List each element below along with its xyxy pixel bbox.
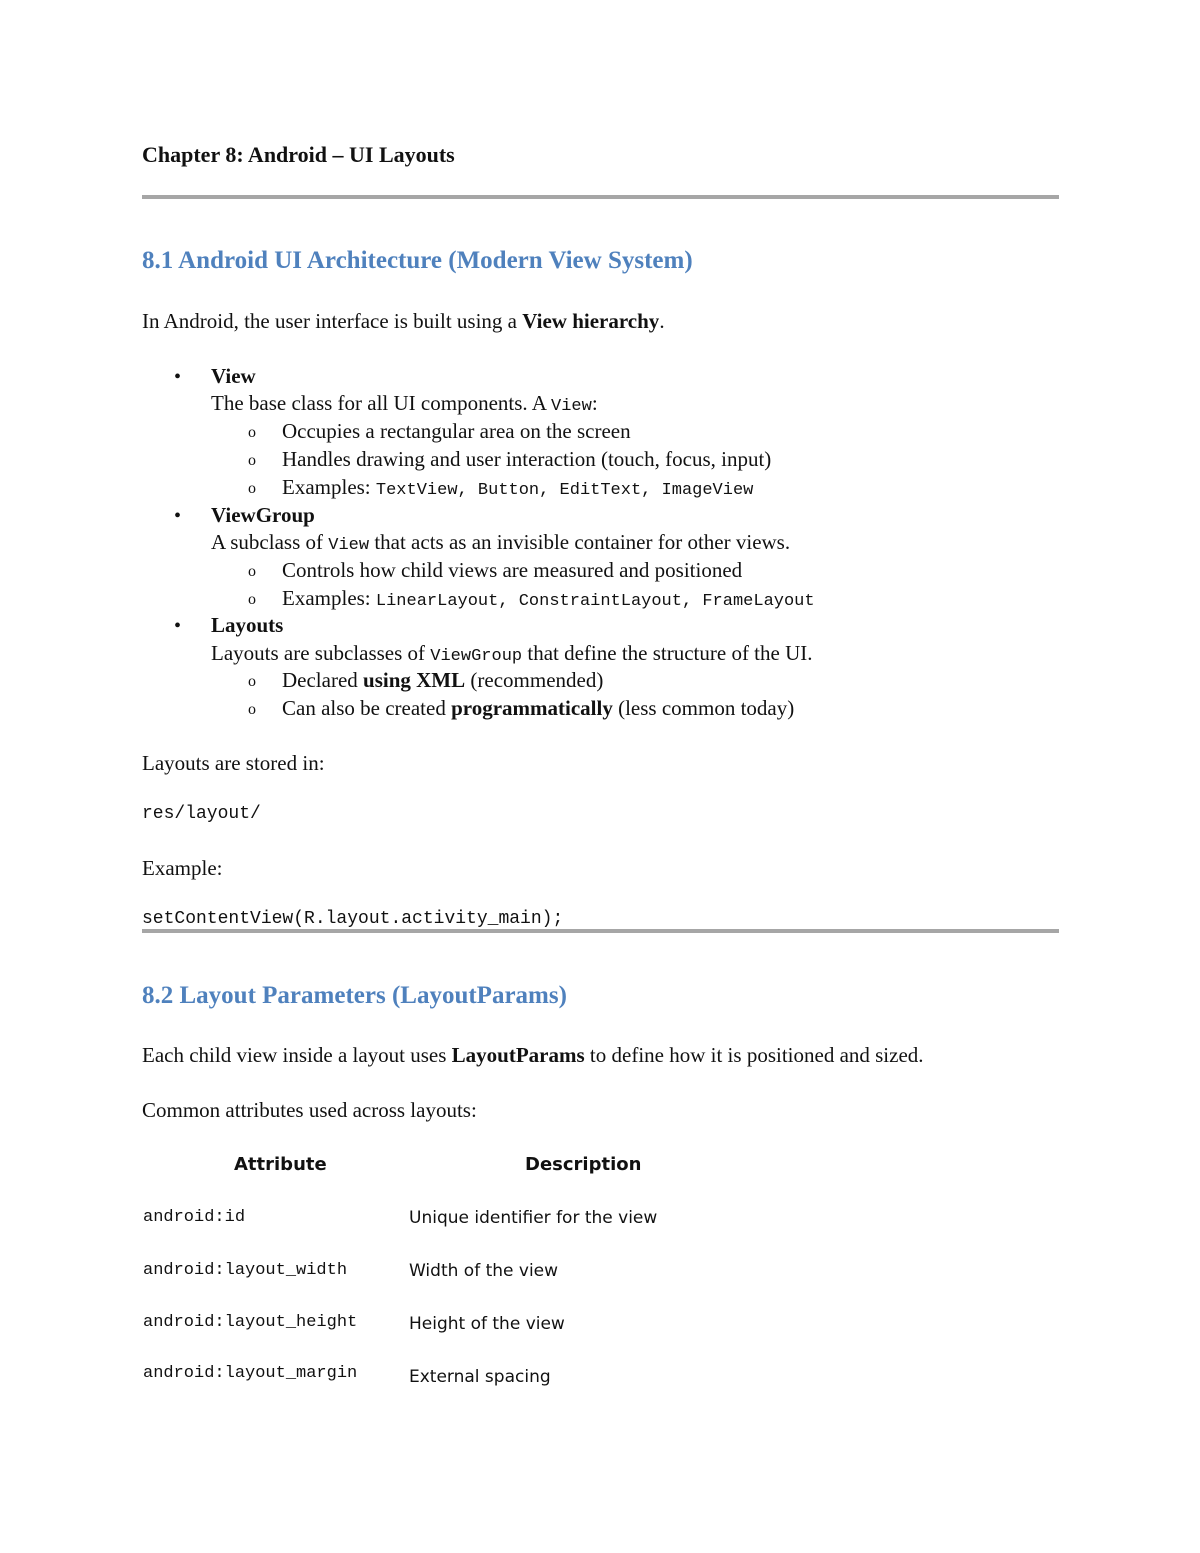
sub-bullet-icon: o (248, 591, 256, 608)
sub-text: Examples: (282, 586, 376, 610)
sub-code: LinearLayout, ConstraintLayout, FrameLayout (375, 592, 815, 611)
sub-list-item: Occupies a rectangular area on the screen (282, 419, 631, 443)
desc-text: A subclass of (211, 530, 329, 554)
list-item-description (211, 391, 598, 416)
desc-code: View (328, 536, 370, 555)
sub-list-item: Handles drawing and user interaction (touch, focus, input) (282, 447, 772, 471)
section-heading-8-2: 8.2 Layout Parameters (LayoutParams) (142, 982, 567, 1009)
section-heading-8-1: 8.1 Android UI Architecture (Modern View System) (142, 247, 693, 274)
chapter-title: Chapter 8: Android – UI Layouts (142, 142, 455, 167)
table-cell-description: Width of the view (409, 1261, 559, 1281)
intro-bold: LayoutParams (451, 1043, 585, 1067)
sub-bold: using XML (363, 668, 466, 692)
sub-bullet-icon: o (248, 701, 256, 718)
table-cell-description: External spacing (409, 1367, 551, 1387)
stored-label: Layouts are stored in: (142, 751, 325, 775)
sub-bullet-icon: o (248, 673, 256, 690)
desc-punct: : (591, 391, 598, 415)
sub-bullet-icon: o (248, 424, 256, 441)
sub-text: Declared (282, 668, 364, 692)
example-code: setContentView(R.layout.activity_main); (142, 909, 564, 929)
list-item-title: Layouts (211, 613, 284, 637)
sub-list-item: Controls how child views are measured and positioned (282, 558, 743, 582)
desc-text: Layouts are subclasses of (211, 641, 431, 665)
intro-text-tail: to define how it is positioned and sized. (584, 1043, 924, 1067)
section-intro-8-2 (142, 1043, 924, 1068)
intro-bold: View hierarchy (522, 309, 660, 333)
sub-list-item (282, 696, 794, 721)
bullet-icon: • (174, 366, 182, 388)
intro-punct: . (659, 309, 665, 333)
desc-text-tail: that define the structure of the UI. (522, 641, 813, 665)
list-item-title: ViewGroup (211, 503, 315, 527)
desc-code: ViewGroup (430, 647, 523, 666)
sub-text: Can also be created (282, 696, 452, 720)
table-cell-attribute: android:layout_height (143, 1313, 358, 1332)
table-cell-attribute: android:id (143, 1208, 246, 1227)
section-intro-8-1 (142, 309, 665, 334)
sub-code: TextView, Button, EditText, ImageView (375, 481, 754, 500)
table-cell-description: Unique identifier for the view (409, 1208, 658, 1228)
desc-code: View (551, 397, 592, 416)
list-item-description (211, 641, 813, 666)
sub-bullet-icon: o (248, 480, 256, 497)
list-item-description (211, 530, 790, 555)
sub-list-item (282, 668, 603, 693)
table-cell-attribute: android:layout_width (143, 1261, 348, 1280)
table-header-attribute: Attribute (234, 1154, 327, 1175)
stored-path-code: res/layout/ (142, 804, 261, 824)
desc-text: The base class for all UI components. A (211, 391, 551, 415)
table-header-description: Description (525, 1154, 642, 1175)
sub-bold: programmatically (451, 696, 613, 720)
list-item-title: View (211, 364, 256, 388)
desc-text-tail: that acts as an invisible container for other views. (369, 530, 791, 554)
example-label: Example: (142, 856, 223, 880)
bullet-icon: • (174, 505, 182, 527)
sub-bullet-icon: o (248, 452, 256, 469)
common-attributes-label: Common attributes used across layouts: (142, 1098, 477, 1122)
bullet-icon: • (174, 615, 182, 637)
sub-text-tail: (recommended) (465, 668, 604, 692)
divider-top (142, 195, 1059, 199)
sub-list-item (282, 586, 815, 611)
intro-text: Each child view inside a layout uses (142, 1043, 452, 1067)
divider-middle (142, 929, 1059, 933)
sub-text-tail: (less common today) (612, 696, 795, 720)
sub-list-item (282, 475, 753, 500)
table-cell-description: Height of the view (409, 1314, 565, 1334)
intro-text: In Android, the user interface is built using a (142, 309, 523, 333)
table-cell-attribute: android:layout_margin (143, 1364, 358, 1383)
sub-text: Examples: (282, 475, 376, 499)
sub-bullet-icon: o (248, 563, 256, 580)
